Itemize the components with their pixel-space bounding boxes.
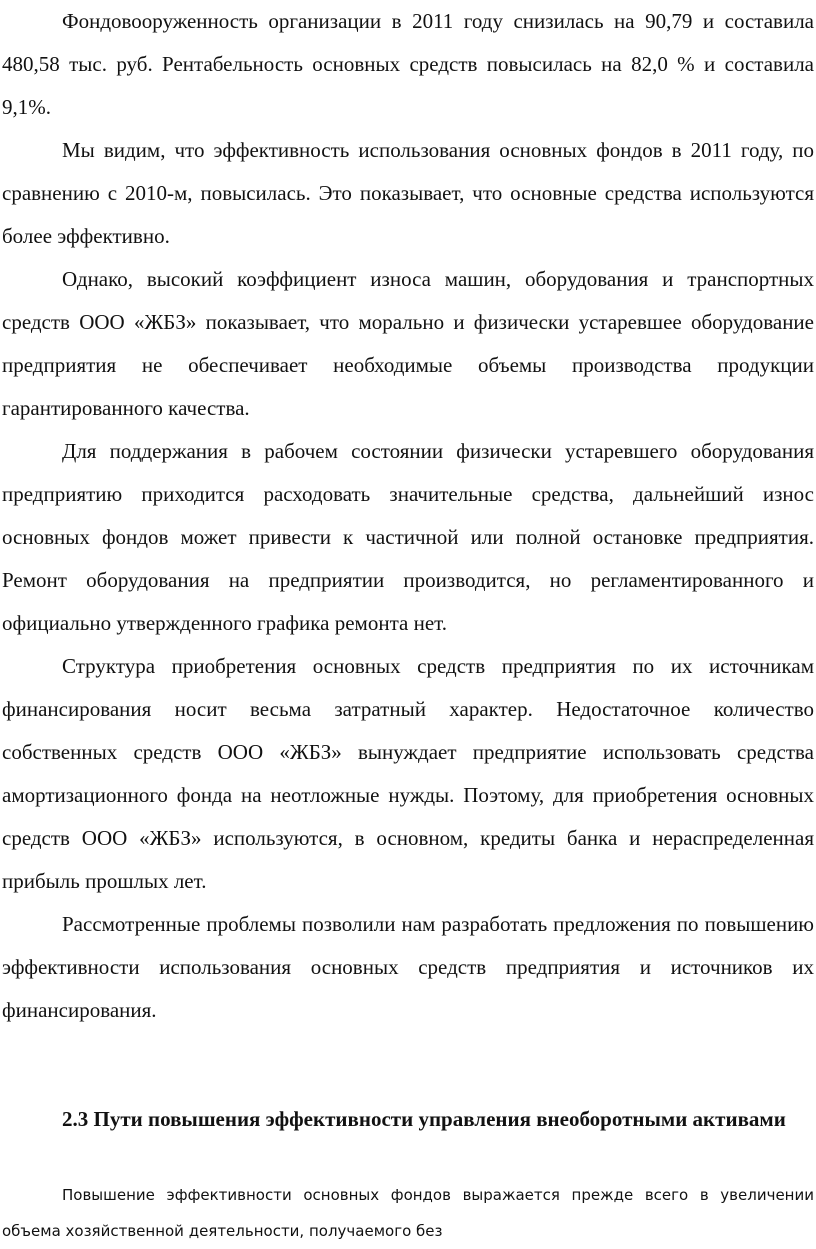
paragraph-2: Мы видим, что эффективность использования основных фондов в 2011 году, по сравнению с 2010-м, повысилась. Это показывает, что основные средства используются более эффективно.: [2, 138, 814, 248]
paragraph-3: Однако, высокий коэффициент износа машин, оборудования и транспортных средств ООО «ЖБЗ» показывает, что морально и физически устаревшее оборудование предприятия не обеспечивает необходимые объемы производства продукции гарантированного качества.: [2, 267, 814, 420]
paragraph-5: Структура приобретения основных средств предприятия по их источникам финансирования носит весьма затратный характер. Недостаточное количество собственных средств ООО «ЖБЗ» вынуждает предприятие использовать средства амортизационного фонда на неотложные нужды. Поэтому, для приобретения основных средств ООО «ЖБЗ» используются, в основном, кредиты банка и нераспределенная прибыль прошлых лет.: [2, 654, 814, 893]
closing-paragraph: Повышение эффективности основных фондов выражается прежде всего в увеличении объема хозяйственной деятельности, получаемого без: [2, 1186, 814, 1240]
paragraph-4: Для поддержания в рабочем состоянии физически устаревшего оборудования предприятию приходится расходовать значительные средства, дальнейший износ основных фондов может привести к частичной или полной остановке предприятия. Ремонт оборудования на предприятии производится, но регламентированного и официально утвержденного графика ремонта нет.: [2, 439, 814, 635]
paragraph-6: Рассмотренные проблемы позволили нам разработать предложения по повышению эффективности использования основных средств предприятия и источников их финансирования.: [2, 912, 814, 1022]
paragraph-1: Фондовооруженность организации в 2011 году снизилась на 90,79 и составила 480,58 тыс. руб. Рентабельность основных средств повысилась на 82,0 % и составила 9,1%.: [2, 9, 814, 119]
section-heading: 2.3 Пути повышения эффективности управления внеоборотными активами: [62, 1107, 786, 1131]
